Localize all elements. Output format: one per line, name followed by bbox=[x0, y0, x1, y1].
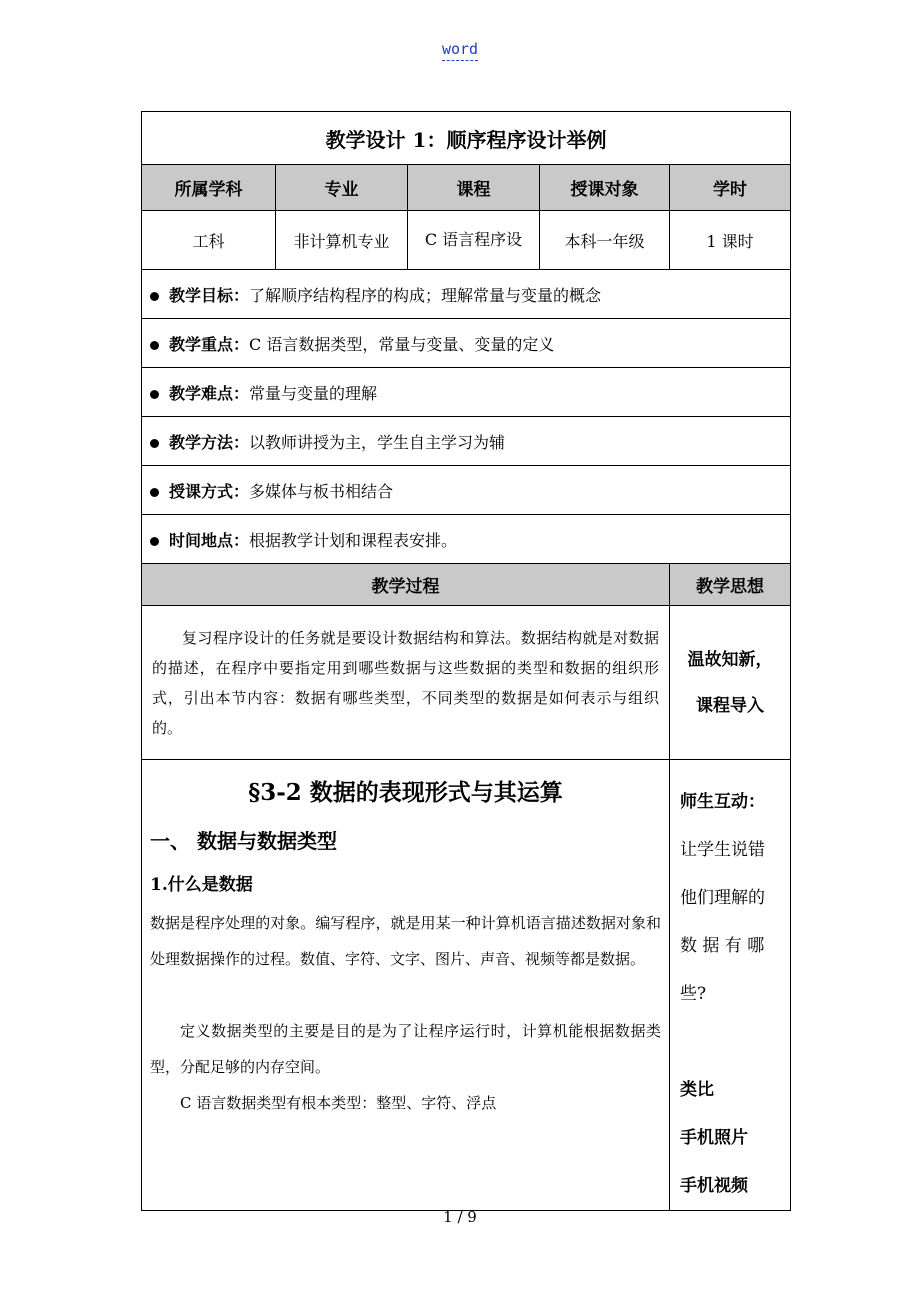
bullet-icon bbox=[150, 390, 159, 399]
col-header-major: 专业 bbox=[276, 165, 408, 211]
side-bold-line: 手机视频 bbox=[680, 1176, 748, 1196]
paragraph-type-purpose: 定义数据类型的主要是目的是为了让程序运行时，计算机能根据数据类型，分配足够的内存空间。 bbox=[150, 1022, 661, 1076]
item-teaching-goal bbox=[142, 270, 791, 319]
bullet-icon bbox=[150, 439, 159, 448]
item-text: C 语言数据类型，常量与变量、变量的定义 bbox=[249, 334, 555, 354]
item-label: 时间地点： bbox=[169, 530, 250, 550]
bullet-icon bbox=[150, 537, 159, 546]
side-line: 让学生说错 bbox=[680, 840, 765, 860]
paragraph-data-definition: 数据是程序处理的对象。编写程序，就是用某一种计算机语言描述数据对象和处理数据操作的过程。数值、字符、文字、图片、声音、视频等都是数据。 bbox=[150, 914, 661, 968]
table-title: 教学设计 1：顺序程序设计举例 bbox=[142, 112, 791, 165]
item-text: 多媒体与板书相结合 bbox=[249, 481, 394, 501]
side-bold-line: 类比 bbox=[680, 1080, 714, 1100]
item-label: 教学重点： bbox=[169, 334, 250, 354]
item-label: 教学难点： bbox=[169, 383, 250, 403]
process-header: 教学过程 bbox=[142, 564, 670, 606]
side-bold-line: 手机照片 bbox=[680, 1128, 748, 1148]
review-note-line: 课程导入 bbox=[696, 695, 764, 716]
side-line: 他们理解的 bbox=[680, 888, 765, 908]
value-audience: 本科一年级 bbox=[540, 211, 670, 270]
item-delivery-mode bbox=[142, 466, 791, 515]
lesson-content bbox=[142, 760, 670, 1211]
value-major: 非计算机专业 bbox=[276, 211, 408, 270]
interaction-notes bbox=[670, 760, 791, 1211]
bullet-icon bbox=[150, 341, 159, 350]
item-text: 以教师讲授为主，学生自主学习为辅 bbox=[249, 432, 506, 452]
item-teaching-difficulty bbox=[142, 368, 791, 417]
col-header-audience: 授课对象 bbox=[540, 165, 670, 211]
header-word-link[interactable]: word bbox=[0, 40, 920, 58]
item-label: 授课方式： bbox=[169, 481, 250, 501]
section-title: §3-2 数据的表现形式与其运算 bbox=[248, 779, 563, 806]
value-subject: 工科 bbox=[142, 211, 276, 270]
col-header-subject: 所属学科 bbox=[142, 165, 276, 211]
heading-what-is-data: 1.什么是数据 bbox=[150, 875, 253, 895]
value-course: C 语言程序设 bbox=[408, 211, 540, 270]
review-text: 复习程序设计的任务就是要设计数据结构和算法。数据结构就是对数据的描述，在程序中要指定用到哪些数据与这些数据的类型和数据的组织形式，引出本节内容：数据有哪些类型，不同类型的数据是如何表示与组织的。 bbox=[152, 628, 659, 737]
item-text: 常量与变量的理解 bbox=[249, 383, 378, 403]
item-teaching-method bbox=[142, 417, 791, 466]
side-line: 数 据 有 哪 bbox=[680, 936, 765, 956]
bullet-icon bbox=[150, 488, 159, 497]
paragraph-basic-types: C 语言数据类型有根本类型：整型、字符、浮点 bbox=[180, 1094, 497, 1112]
bullet-icon bbox=[150, 292, 159, 301]
value-hours: 1 课时 bbox=[670, 211, 791, 270]
col-header-hours: 学时 bbox=[670, 165, 791, 211]
thought-header: 教学思想 bbox=[670, 564, 791, 606]
side-line: 些? bbox=[680, 984, 707, 1004]
col-header-course: 课程 bbox=[408, 165, 540, 211]
review-note-line: 温故知新， bbox=[687, 649, 773, 670]
item-text: 根据教学计划和课程表安排。 bbox=[249, 530, 458, 550]
item-label: 教学目标： bbox=[169, 285, 250, 305]
item-teaching-focus bbox=[142, 319, 791, 368]
item-label: 教学方法： bbox=[169, 432, 250, 452]
page-number: 1 / 9 bbox=[443, 1208, 477, 1226]
item-time-place bbox=[142, 515, 791, 564]
lesson-design-table bbox=[141, 111, 791, 1211]
side-title: 师生互动： bbox=[680, 792, 765, 812]
review-cell bbox=[142, 606, 670, 760]
heading-data-types: 一、 数据与数据类型 bbox=[150, 829, 337, 853]
review-note bbox=[670, 606, 791, 760]
item-text: 了解顺序结构程序的构成；理解常量与变量的概念 bbox=[249, 285, 602, 305]
